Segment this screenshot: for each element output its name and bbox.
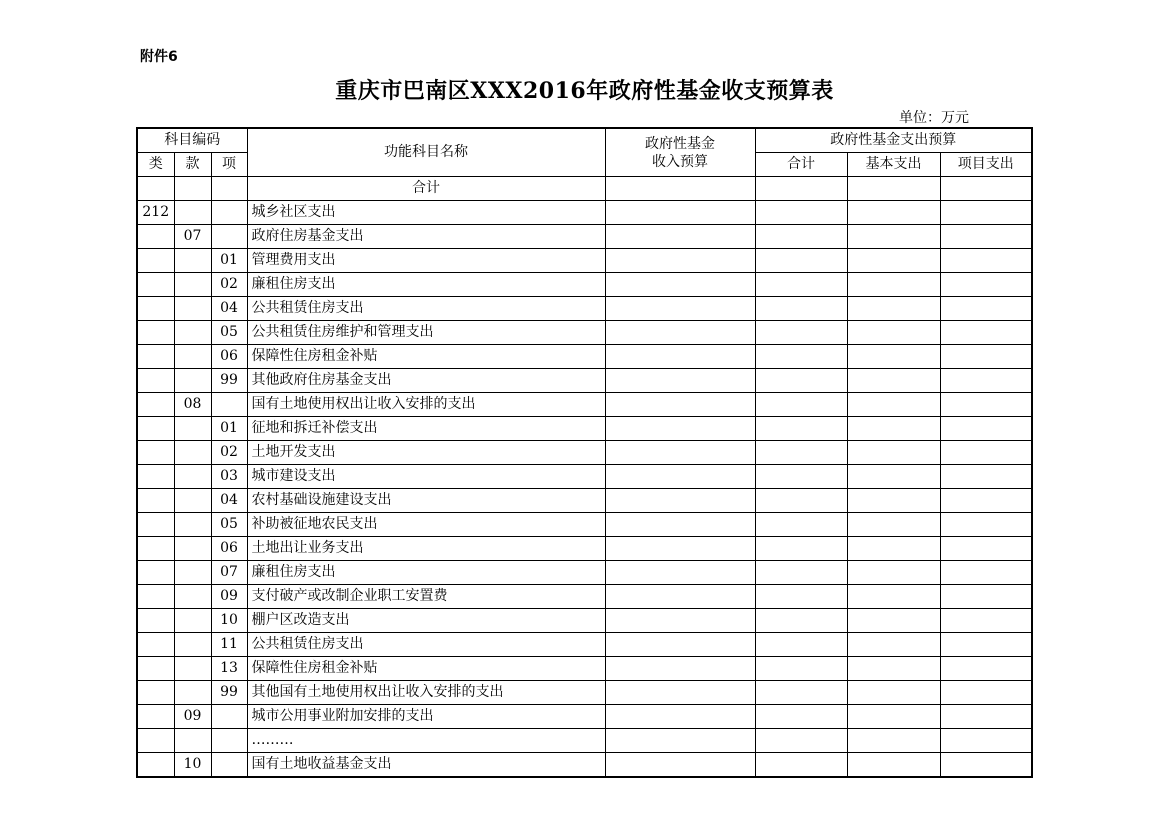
table-row [137,321,1032,345]
income-cell [605,297,755,321]
income-cell [605,489,755,513]
name-cell: 支付破产或改制企业职工安置费 [247,585,605,609]
xiang-cell: 13 [211,657,247,681]
name-cell: 国有土地使用权出让收入安排的支出 [247,393,605,417]
lei-cell [137,729,174,753]
name-cell: 政府住房基金支出 [247,225,605,249]
income-cell [605,705,755,729]
income-cell [605,417,755,441]
name-cell: 农村基础设施建设支出 [247,489,605,513]
income-cell [605,369,755,393]
income-cell [605,657,755,681]
basic-cell [847,321,940,345]
unit-label: 单位：万元 [899,110,969,126]
kuan-cell [174,345,211,369]
basic-cell [847,561,940,585]
income-cell [605,177,755,201]
table-row [137,657,1032,681]
income-cell [605,201,755,225]
basic-cell [847,177,940,201]
project-cell [940,657,1032,681]
total-cell [755,465,847,489]
total-cell [755,249,847,273]
basic-cell [847,441,940,465]
name-cell: 其他国有土地使用权出让收入安排的支出 [247,681,605,705]
total-cell [755,177,847,201]
kuan-cell: 08 [174,393,211,417]
xiang-header: 项 [211,153,247,177]
total-cell [755,417,847,441]
income-header [605,128,755,177]
project-cell [940,417,1032,441]
lei-cell [137,225,174,249]
name-header: 功能科目名称 [247,128,605,177]
lei-cell: 212 [137,201,174,225]
income-cell [605,225,755,249]
income-header-line2: 收入预算 [652,153,709,170]
total-cell [755,345,847,369]
lei-cell [137,513,174,537]
total-cell [755,537,847,561]
basic-cell [847,417,940,441]
xiang-cell [211,753,247,778]
total-cell [755,705,847,729]
total-header: 合计 [755,153,847,177]
project-cell [940,393,1032,417]
kuan-cell [174,657,211,681]
table-row [137,705,1032,729]
kuan-header: 款 [174,153,211,177]
xiang-cell: 01 [211,249,247,273]
total-cell [755,441,847,465]
kuan-cell [174,609,211,633]
budget-body [137,177,1032,778]
project-cell [940,705,1032,729]
xiang-cell: 04 [211,489,247,513]
xiang-cell: 02 [211,441,247,465]
table-row [137,177,1032,201]
income-cell [605,753,755,778]
income-cell [605,441,755,465]
xiang-cell: 01 [211,417,247,441]
name-cell: 保障性住房租金补贴 [247,657,605,681]
basic-cell [847,705,940,729]
xiang-cell [211,705,247,729]
kuan-cell [174,249,211,273]
basic-cell [847,465,940,489]
lei-cell [137,489,174,513]
basic-cell [847,345,940,369]
table-row [137,417,1032,441]
lei-cell [137,561,174,585]
xiang-cell: 99 [211,369,247,393]
xiang-cell: 02 [211,273,247,297]
budget-table [136,127,1033,778]
income-cell [605,273,755,297]
project-cell [940,297,1032,321]
xiang-cell: 10 [211,609,247,633]
table-row [137,489,1032,513]
name-cell: 城市建设支出 [247,465,605,489]
table-row [137,441,1032,465]
name-cell: 其他政府住房基金支出 [247,369,605,393]
project-cell [940,585,1032,609]
name-cell: 公共租赁住房支出 [247,633,605,657]
project-cell [940,513,1032,537]
table-row [137,225,1032,249]
lei-cell [137,249,174,273]
basic-cell [847,369,940,393]
name-cell: 管理费用支出 [247,249,605,273]
lei-cell [137,681,174,705]
income-cell [605,585,755,609]
kuan-cell [174,513,211,537]
lei-cell [137,465,174,489]
total-cell [755,729,847,753]
total-cell [755,321,847,345]
lei-cell [137,633,174,657]
lei-cell [137,321,174,345]
table-row [137,201,1032,225]
table-row [137,513,1032,537]
name-cell: 补助被征地农民支出 [247,513,605,537]
table-row [137,537,1032,561]
project-cell [940,609,1032,633]
xiang-cell: 05 [211,513,247,537]
project-cell [940,681,1032,705]
name-cell: 征地和拆迁补偿支出 [247,417,605,441]
kuan-cell [174,273,211,297]
name-cell: 土地出让业务支出 [247,537,605,561]
table-row [137,681,1032,705]
income-cell [605,729,755,753]
xiang-cell: 11 [211,633,247,657]
income-cell [605,537,755,561]
code-group-header: 科目编码 [137,128,247,153]
lei-cell [137,369,174,393]
income-cell [605,249,755,273]
basic-cell [847,537,940,561]
total-cell [755,681,847,705]
table-row [137,561,1032,585]
total-cell [755,297,847,321]
income-cell [605,561,755,585]
kuan-cell [174,201,211,225]
basic-cell [847,681,940,705]
income-cell [605,681,755,705]
total-cell [755,633,847,657]
xiang-cell [211,225,247,249]
table-row [137,633,1032,657]
project-cell [940,273,1032,297]
total-cell [755,393,847,417]
xiang-cell [211,393,247,417]
project-cell [940,345,1032,369]
name-cell: 保障性住房租金补贴 [247,345,605,369]
project-cell [940,633,1032,657]
table-row [137,753,1032,778]
project-cell [940,489,1032,513]
xiang-cell [211,177,247,201]
name-cell: 国有土地收益基金支出 [247,753,605,778]
kuan-cell [174,369,211,393]
xiang-cell: 06 [211,345,247,369]
project-cell [940,177,1032,201]
basic-cell [847,273,940,297]
project-cell [940,201,1032,225]
kuan-cell [174,489,211,513]
total-cell [755,273,847,297]
total-cell [755,657,847,681]
project-header: 项目支出 [940,153,1032,177]
basic-cell [847,249,940,273]
table-row [137,465,1032,489]
basic-cell [847,657,940,681]
name-cell: 廉租住房支出 [247,561,605,585]
kuan-cell [174,561,211,585]
table-row [137,345,1032,369]
total-cell [755,585,847,609]
total-cell [755,201,847,225]
total-cell [755,609,847,633]
total-cell [755,489,847,513]
basic-cell [847,489,940,513]
page-title: 重庆市巴南区XXX2016年政府性基金收支预算表 [335,78,834,104]
kuan-cell: 09 [174,705,211,729]
table-row [137,585,1032,609]
basic-cell [847,633,940,657]
lei-cell [137,441,174,465]
name-cell: 棚户区改造支出 [247,609,605,633]
xiang-cell: 05 [211,321,247,345]
lei-cell [137,177,174,201]
project-cell [940,561,1032,585]
kuan-cell [174,441,211,465]
name-cell: 公共租赁住房支出 [247,297,605,321]
kuan-cell [174,297,211,321]
project-cell [940,369,1032,393]
kuan-cell [174,585,211,609]
income-cell [605,321,755,345]
project-cell [940,729,1032,753]
name-cell: ……… [247,729,605,753]
lei-cell [137,537,174,561]
basic-cell [847,753,940,778]
total-cell [755,753,847,778]
kuan-cell [174,465,211,489]
kuan-cell: 10 [174,753,211,778]
lei-cell [137,345,174,369]
basic-cell [847,513,940,537]
name-cell: 廉租住房支出 [247,273,605,297]
lei-header: 类 [137,153,174,177]
lei-cell [137,609,174,633]
project-cell [940,441,1032,465]
income-header-line1: 政府性基金 [645,135,716,152]
income-cell [605,609,755,633]
lei-cell [137,585,174,609]
income-cell [605,345,755,369]
total-cell [755,225,847,249]
table-row [137,729,1032,753]
table-row [137,249,1032,273]
xiang-cell: 99 [211,681,247,705]
table-row [137,393,1032,417]
xiang-cell: 06 [211,537,247,561]
kuan-cell: 07 [174,225,211,249]
project-cell [940,321,1032,345]
income-cell [605,633,755,657]
kuan-cell [174,681,211,705]
expense-group-header: 政府性基金支出预算 [755,128,1032,153]
table-row [137,609,1032,633]
kuan-cell [174,537,211,561]
kuan-cell [174,417,211,441]
basic-cell [847,729,940,753]
table-row [137,273,1032,297]
kuan-cell [174,321,211,345]
xiang-cell [211,201,247,225]
attachment-label: 附件6 [140,49,178,65]
basic-cell [847,393,940,417]
lei-cell [137,273,174,297]
project-cell [940,249,1032,273]
kuan-cell [174,177,211,201]
total-cell [755,369,847,393]
income-cell [605,465,755,489]
total-cell [755,513,847,537]
xiang-cell [211,729,247,753]
project-cell [940,753,1032,778]
lei-cell [137,393,174,417]
income-cell [605,513,755,537]
name-cell: 城乡社区支出 [247,201,605,225]
table-row [137,369,1032,393]
lei-cell [137,657,174,681]
kuan-cell [174,633,211,657]
xiang-cell: 04 [211,297,247,321]
lei-cell [137,753,174,778]
basic-cell [847,297,940,321]
name-cell: 城市公用事业附加安排的支出 [247,705,605,729]
table-row [137,297,1032,321]
xiang-cell: 03 [211,465,247,489]
lei-cell [137,297,174,321]
name-cell: 公共租赁住房维护和管理支出 [247,321,605,345]
basic-cell [847,225,940,249]
name-cell: 土地开发支出 [247,441,605,465]
basic-cell [847,609,940,633]
project-cell [940,537,1032,561]
xiang-cell: 09 [211,585,247,609]
project-cell [940,225,1032,249]
project-cell [940,465,1032,489]
basic-cell [847,585,940,609]
lei-cell [137,705,174,729]
total-cell [755,561,847,585]
kuan-cell [174,729,211,753]
income-cell [605,393,755,417]
basic-cell [847,201,940,225]
lei-cell [137,417,174,441]
name-cell: 合计 [247,177,605,201]
basic-header: 基本支出 [847,153,940,177]
xiang-cell: 07 [211,561,247,585]
